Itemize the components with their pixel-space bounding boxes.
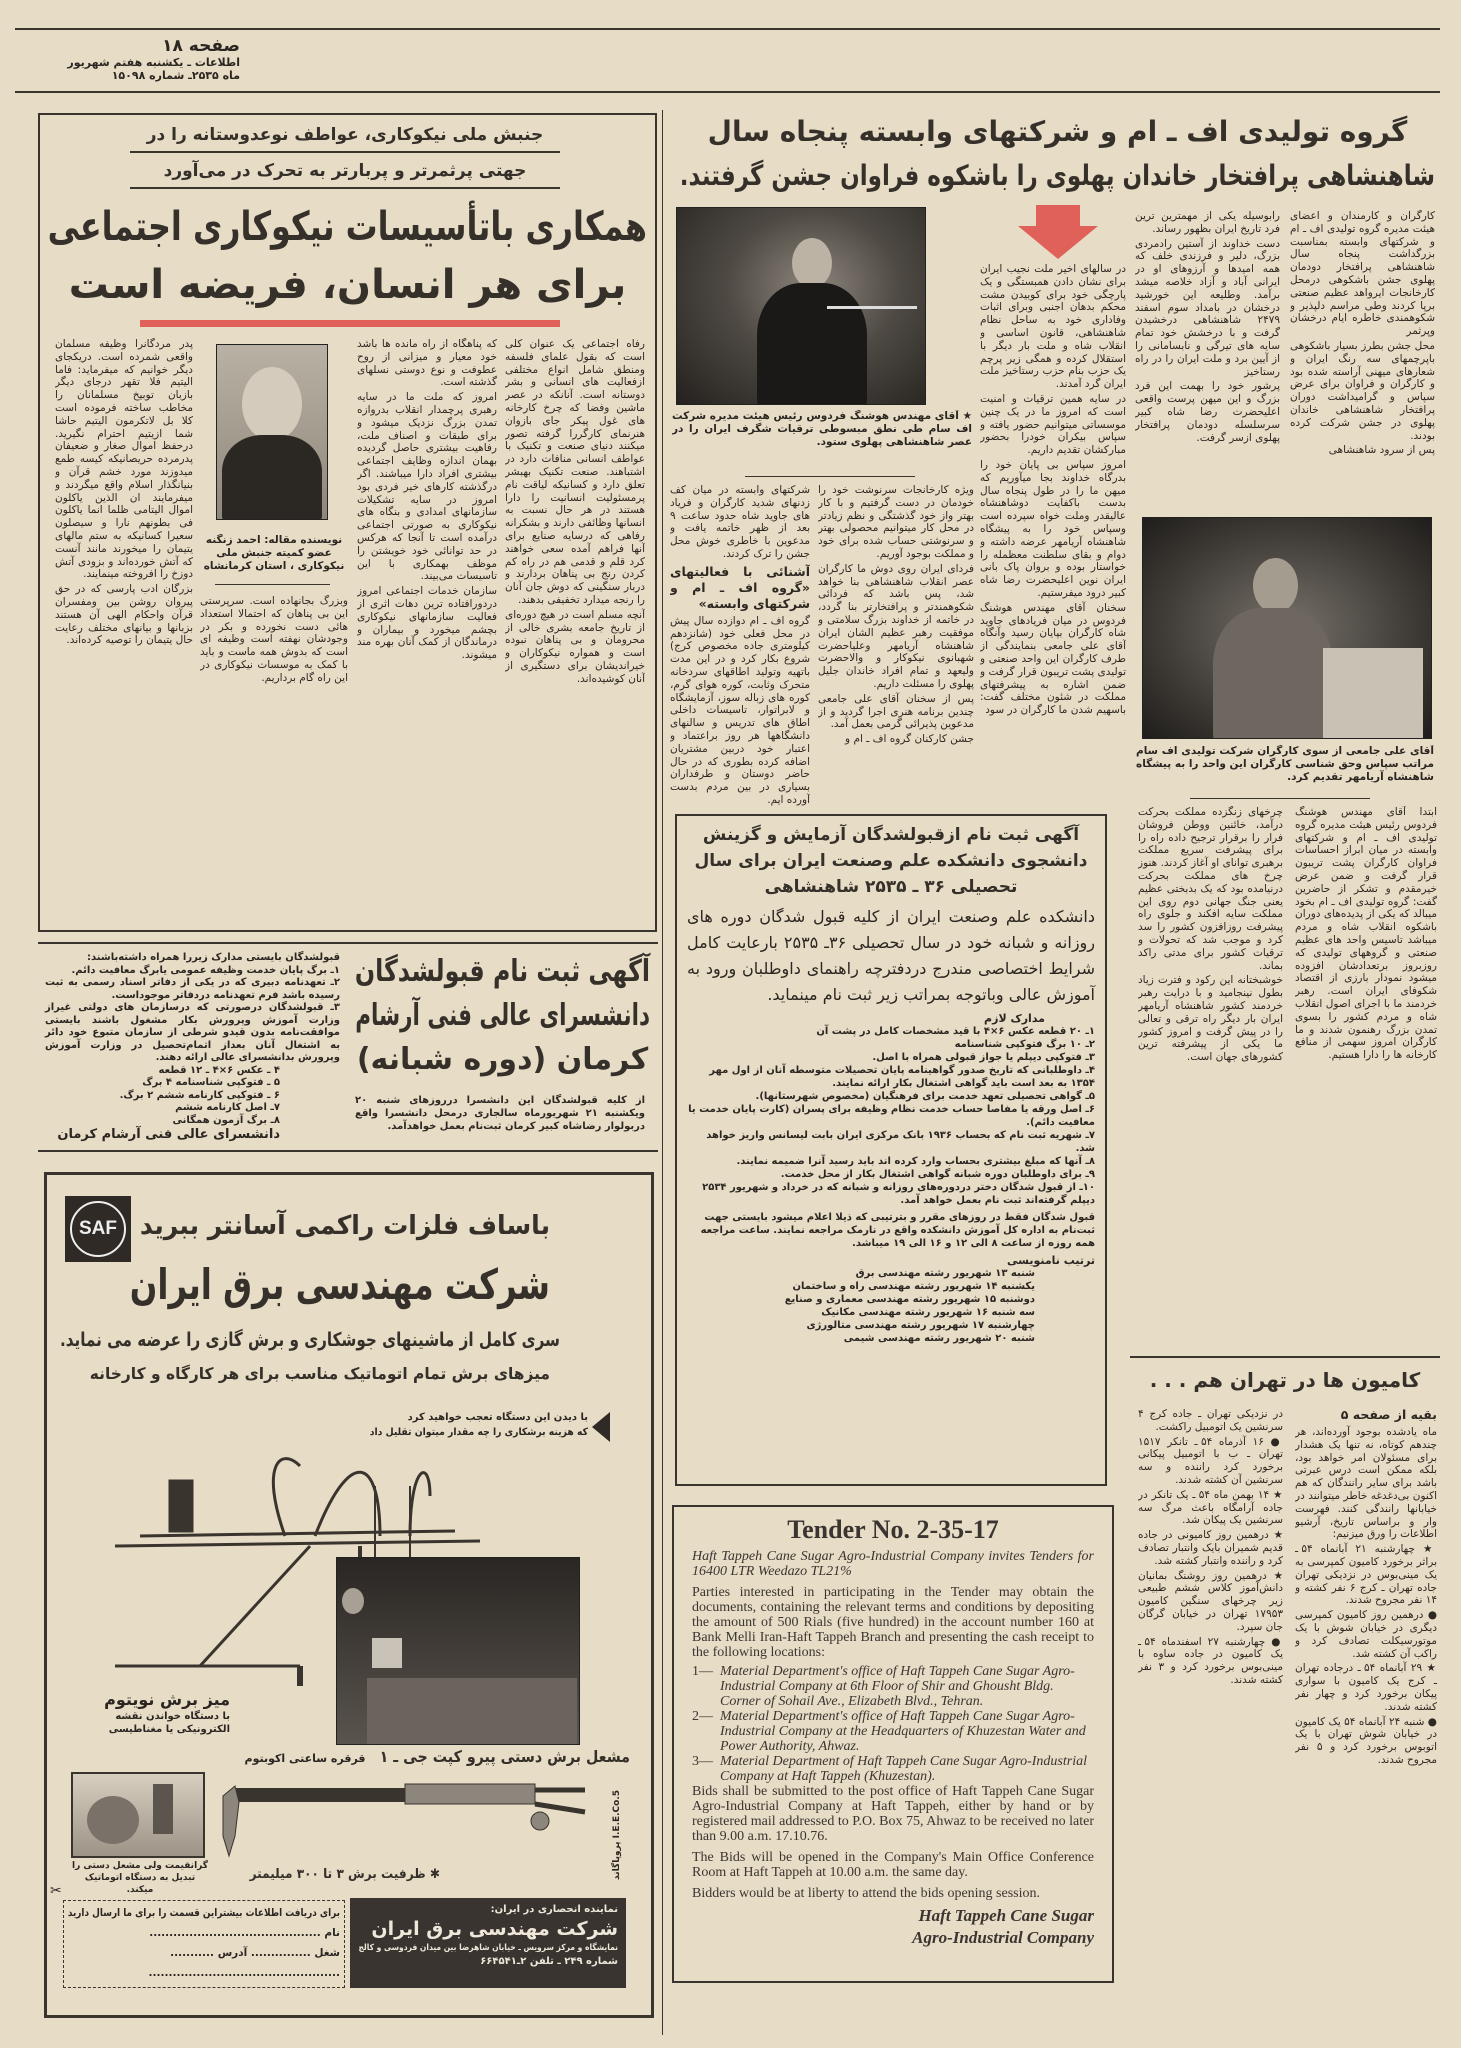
page-info (40, 36, 240, 82)
tender-liberty: Bidders would be at liberty to attend the bids opening session. (692, 1886, 1041, 1901)
fam-headline-line-1: گروه تولیدی اف ـ ام و شرکتهای وابسته پنجاه سال (707, 115, 1408, 148)
fam-column-a: کارگران و کارمندان و اعضای هیئت مدیره گروه تولیدی اف ـ ام و شرکتهای وابسته بمناسبت بزرگداشت پنجاه سال شاهنشاهی پرافتخار دودمان پهلوی جشن باشکوهی درمحل کارخانجات ایرواهد عظیم صنعتی برپا کردند وطی مراسم دلپذیر و شکوهمندی خاطره ایام درخشان وپرثمر محل جشن بطرز بسیار باشکوهی باپرچمهای سه رنگ ایران و شعارهای میهنی آراسته شده بود و کارگران و فراوان برای عرض سپاس و گرامیداشت دوران پرافتخار شاهنشاهی خاندان پهلوی در جشن شرکت کرده بودند. پس از سرود شاهنشاهی (1290, 210, 1435, 457)
social-column-3: وبزرگ بجانهاده است. سرپرستی این بی پناهان که احتمالا استعداد هائی دست نخورده و بکر در وجودشان نهفته است وظیفه ای است که بدوش همه ماست و باید با کمک به موسسات نیکوکاری در این راه گام برداریم. (200, 595, 348, 684)
page-number: صفحه ۱۸ (162, 36, 240, 56)
social-column-2: که پناهگاه از راه مانده ها باشد خود معیار و میزانی از روح عطوفت و نوع دوستی نسلهای گذشته است. امروز که ملت ما در سایه رهبری پرچمدار انقلاب بدروازه تمدن بزرگ نزدیک میشود و برای طبقات و اصناف ملت، رفاهیت بیشتری حاصل گردیده بهمان اندازه وظایف اجتماعی بیشتری افراد دارا میباشند. اگر درگذشته کارهای خیر فردی بود امروز در سایه تشکیلات سازمانهای امدادی و بنگاه های نیکوکاری به صورتی اجتماعی درآمده است تا آنجا که هرکس در حد توانائی خود خویشتن را موظف بهمکاری با این تاسیسات می‌بیند. سازمان خدمات اجتماعی امروز دردورافتاده ترین دهات اثری از فعالیت سازمانهای نیکوکاری بچشم میخورد و بیماران و درماندگان از کمک آنان بهره مند میشوند. (357, 338, 497, 662)
fam-lower-left-column: چرخهای زنگزده مملکت بحرکت درآمد، خائنین ووطن فروشان فرار را برقرار ترجیح داده راه را برای پیشرفت سریع مملکت برهبری توانای او آغاز کردند. هنوز چرخ های مملکت بحرکت درنیامده بود که یک بدبختی عظیم یعنی جنگ جهانی دوم روی این مملکت سایه افکند و جلوی راه پیشرفت روزافزون کشور را سد کرد و موجب شد که تحولات و ترقیات کشور برای مدتی راکد بماند. خوشبختانه این رکود و فترت زیاد بطول نینجامید و با درایت رهبر خردمند کشور شاهنشاه آریامهر ایران بار دیگر راه ترقی و تعالی را در پیش گرفت و امروز کشور ما یکی از پیشرفته ترین کشورهای جهان است. (1138, 806, 1283, 1064)
speaker-photo-caption: ★ آقای مهندس هوشنگ فردوس رئیس هیئت مدیره شرکت اف سام طی نطق مبسوطی ترقیات شگرف ایران را در عصر شاهنشاهی پهلوی ستود. (672, 410, 972, 448)
masthead-rule-bottom (15, 91, 1440, 93)
arrow-left-icon (592, 1412, 610, 1442)
notice-title: آگهی ثبت نام ازقبولشدگان آزمایش و گزینش دانشجوی دانشکده علم وصنعت ایران برای سال تحصیلی ۳۶ ـ ۲۵۳۵ شاهنشاهی (694, 825, 1088, 897)
red-arrow-down-icon (1018, 205, 1098, 259)
continued-label: بقیه از صفحه ۵ (1340, 1407, 1437, 1422)
tender-signature-2: Agro-Industrial Company (912, 1928, 1094, 1947)
kicker-line-1: جنبش ملی نیکوکاری، عواطف نوعدوستانه را در (130, 123, 560, 153)
fam-column-e: شرکتهای وابسته در میان کف زدنهای شدید کارگران و فریاد های جاوید شاه حدود ساعت ۹ بعد از ظهر خاتمه یافت و مدعوین با خاطری خوش محل جشن را ترک کردند. آشنائی با فعالیتهای «گروه اف ـ ام و شرکتهای وابسته» گروه اف ـ ام دوازده سال پیش در محل فعلی خود (شانزدهم کیلومتری جاده مخصوص کرج) شروع بکار کرد و در این مدت باتهیه وتولید اطاقهای سردخانه متحرک وثابت، کوره هوای گرم، کوره های زباله سوز، آزمایشگاه و لابراتوار، تاسیسات داخلی اطاق های تدریس و سالنهای دانشگاهها هر روز براعتماد و اعتبار خود دربین مشتریان اضافه کرده بطوری که در حال حاضر دوستان و طرفداران بسیاری در بین مردم بدست آورده ایم. (670, 484, 810, 806)
trucks-right-column: بقیه از صفحه ۵ ماه یادشده بوجود آورده‌اند، هر چندهم کوتاه، نه تنها یک هشدار برای مسئولان امر خواهد بود، بلکه ممکن است درس عبرتی باشد برای سایر رانندگان که هم اکنون بی‌دغدغه خاطر میتوانند در خیابانها رانندگی کنند. فهرست وار و براساس تاریخ، آرشیو اطلاعات را ورق میزنیم: ★ چهارشنبه ۲۱ آبانماه ۵۴ ـ براثر برخورد کامیون کمپرسی به یک مینی‌بوس در نزدیکی تهران جاده تهران ـ کرج ۶ نفر کشته و ۱۴ نفر مجروح شدند. ● درهمین روز کامیون کمپرسی دیگری در خیابان شوش با یک موتورسیکلت تصادف کرد و راکب آن کشته شد. ★ ۲۹ آبانماه ۵۴ ـ درجاده تهران ـ کرج یک کامیون با سواری پیکان برخورد کرد و چهار نفر کشته شدند. ● شنبه ۲۴ آبانماه ۵۴ یک کامیون در خیابان شوش تهران با یک اتوبوس برخورد کرد و ۵ نفر مجروح شدند. (1295, 1407, 1437, 1766)
saf-arrow-note: با دیدن این دستگاه تعجب خواهید کرد که هزینه برشکاری را چه مقدار میتوان تقلیل داد (369, 1412, 588, 1438)
notice-intro: دانشکده علم وصنعت ایران از کلیه قبول شدگان دوره های روزانه و شبانه خود در سال تحصیلی ۳۶ـ ۲۵۳۵ بارعایت کامل شرایط اختصاصی مندرج دردفترچه راهنمای داوطلبان ورود به آموزش عالی وباتوجه بمراتب زیر ثبت نام مینماید. (687, 907, 1095, 1004)
issue-number: ماه ۲۵۳۵ـ شماره ۱۵۰۹۸ (111, 69, 240, 82)
saf-product-line: سری کامل از ماشینهای جوشکاری و برش گازی را عرضه می نماید. (59, 1329, 561, 1351)
tender-title: Tender No. 2-35-17 (787, 1515, 999, 1544)
cutting-capacity: ✱ ظرفیت برش ۳ تا ۳۰۰ میلیمتر (249, 1867, 440, 1882)
fam-subhead: آشنائی با فعالیتهای «گروه اف ـ ام و شرکتهای وابسته» (670, 563, 810, 611)
author-portrait-photo (216, 344, 328, 520)
coupon-job-address-field[interactable]: شغل ............... آدرس ........... (170, 1947, 340, 1959)
fam-lower-right-column: ابتدا آقای مهندس هوشنگ فردوس رئیس هیئت مدیره گروه تولیدی اف ـ ام و شرکتهای وابسته در میان ابراز احساسات فراوان کارگران پشت تریبون قرار گرفت و ضمن عرض خیرمقدم و تشکر از حاضرین گفت: گروه تولیدی اف ـ ام بخود میبالد که یکی از پدیده‌های دوران باشکوه انقلاب شاه و مردم میباشد تاسیس واحد های عظیم صنعتی و گروههای تولیدی که روزبروز برتعدادشان افزوده میشود نمودار بارزی از اقتصاد شکوفای ایران است. رهبر خردمند ما با اجرای اصول انقلاب شاه و مردم کشور را بسوی تمدن بزرگ رهنمون شدند و ما کارگران امروز سهمی از منافع کارخانه ها را دارا هستیم. (1295, 806, 1437, 1062)
worker-photo-caption: آقای علی جامعی از سوی کارگران شرکت تولیدی اف سام مراتب سپاس وحق شناسی کارگران این واحد را به پیشگاه شاهنشاه آریامهر تقدیم کرد. (1136, 745, 1434, 783)
worker-speech-photo (1142, 517, 1432, 739)
scissors-icon: ✂ (50, 1883, 62, 1899)
torch-title: مشعل برش دستی پیرو کپت جی ـ ۱ (379, 1747, 630, 1766)
trucks-headline: کامیون ها در تهران هم . . . (1149, 1368, 1421, 1392)
elm-sanat-notice (675, 814, 1107, 1486)
fam-column-d: ویژه کارخانجات سرنوشت خود را خودمان در دست گرفتیم و با کار بهتر واز خود گذشتگی و نظم زیادتر در محل کار میتوانیم محصولی بهتر و سرنوشتی حساب شده برای خود و مملکت بوجود آوریم. فردای ایران روی دوش ما کارگران عصر انقلاب شاهنشاهی بنا خواهد شد، پس باشد که فردائی شکوهمندتر و پرافتخارتر بنا گردد، در خاتمه از خداوند بزرگ سلامتی و موفقیت رهبر عظیم الشان ایران شاهنشاه آریامهر وعلیاحضرت شهبانوی نیکوکار و والاحضرت ولیعهد و تمام افراد خاندان جلیل پهلوی را مسئلت داریم. پس از سخنان آقای علی جامعی چندین برنامه هنری اجرا گردید و از مدعوین پذیرائی گرمی بعمل آمد. جشن کارکنان گروه اف ـ ام و (818, 484, 974, 746)
author-caption: نویسنده مقاله: احمد زنگنه عضو کمیته جنبش ملی نیکوکاری ، استان کرمانشاه (203, 534, 345, 572)
social-column-4: پدر مردگانرا وظیفه مسلمان واقعی شمرده است. دریکجای دیگر خوانیم که میفرماید: فاما اليتيم فلا تقهر درجای دیگر بازبان توبیخ مسلمانان را مخاطب ساخته فرموده است كلا بل لاتكرمون اليتيم حاشا شما ازیتیم احترام نگیرید. درحفظ اموال صغار و ضعیفان پدرمرده حریصانیکه کیسه طمع میدوزند مورد خشم قرآن و بنیانگذار اسلام واقع میگردند و میفرمایند ان الذین یاکلون اموال اليتامى ظلما انما یاکلون فی بطونهم نارا و سیصلون سعیرا کسانیکه به ستم مالهای یتیمان را میخورند مانند آنست که آتش خورده‌اند و بزودی آتش دوزخ را افروخته مینمایند. بزرگان ادب پارسی که در حق پیروان روشن بین ومفسران قرآن واحکام الهی آن هستند بزبانها و بیانهای مختلف رعایت حال یتیمان را توصیه کرده‌اند. (55, 338, 193, 647)
info-request-coupon[interactable]: برای دریافت اطلاعات بیشتراین قسمت را برای ما ارسال دارید نام ........................................... شغل ............... آدرس ........... ................................................ (63, 1900, 345, 1988)
column-divider (662, 110, 663, 2035)
reel-title: قرقره ساعتی اکوبتوم (244, 1752, 366, 1765)
reel-description: گرانقیمت ولی مشعل دستی را تبدیل به دستگاه اتوماتیک میکند. (72, 1861, 208, 1895)
fam-headline (680, 110, 1435, 198)
masthead-rule-top (15, 28, 1440, 30)
exclusive-representative-box: نماینده انحصاری در ایران: شرکت مهندسی برق ایران نمایشگاه و مرکز سرویس ـ خیابان شاهرضا بین میدان فردوسی و کالج شماره ۲۴۹ ـ تلفن ۲ـ۶۶۴۵۴۱ (350, 1898, 626, 1988)
tender-body: Parties interested in participating in the Tender may obtain the documents, containing the relevant terms and conditions by depositing the amount of 500 Rials (five hundred) in the account number 160 at Bank Melli Iran-Haft Tappeh Branch and presenting the cash receipt to the following locations: (692, 1585, 1094, 1660)
saf-tables-line: میزهای برش تمام اتوماتیک مناسب برای هر کارگاه و کارخانه (89, 1364, 551, 1383)
trucks-left-column: در نزدیکی تهران ـ جاده کرج ۴ سرنشین یک اتومبیل راکشت. ● ۱۶ آذرماه ۵۴ ـ تانکر ۱۵۱۷ تهران ـ ب با اتومبیل پیکانی برخورد کرد راننده و سه سرنشین آن کشته شدند. ★ ۱۴ بهمن ماه ۵۴ ـ یک تانکر در جاده آرامگاه باعث مرگ سه سرنشین یک پیکان شد. ★ درهمین روز کامیونی در جاده قدیم شمیران بایک وانتبار تصادف کرد و راننده وانتبار کشته شد. ★ درهمین روز روشنگ بمانیان دانش‌آموز کلاس ششم طبیعی زیر چرخهای سنگین کامیون ۱۷۹۵۳ تهران در خیابان گرگان جان سپرد. ● چهارشنبه ۲۷ اسفندماه ۵۴ ـ یک کامیون در جاده ساوه با مینی‌بوس برخورد کرد و ۳ نفر کشته شدند. (1138, 1408, 1283, 1686)
saf-company-name: شرکت مهندسی برق ایران (129, 1260, 551, 1309)
speaker-photo (676, 207, 926, 405)
tender-signature-1: Haft Tappeh Cane Sugar (918, 1906, 1094, 1925)
notice-requirements: مدارک لازم ۱ـ ۲۰ قطعه عکس ۶×۴ با قید مشخصات کامل در پشت آن ۲ـ ۱۰ برگ فتوکپی شناسنامه ۳ـ فتوکپی دیپلم یا جواز قبولی همراه با اصل. ۴ـ داوطلبانی که تاریخ صدور گواهینامه پایان تحصیلات متوسطه آنان از اول مهر ۱۳۵۴ به بعد است باید گواهی اشتغال بکار ارائه نمایند. ۵ـ گواهی تحصیلی تعهد خدمت برای فرهنگیان (مخصوص شهرستانها). ۶ـ اصل ورقه یا مفاصا حساب خدمت نظام وظیفه برای پسران (کارت پایان خدمت یا معافیت دائم). ۷ـ شهریه ثبت نام که بحساب ۱۹۳۶ بانک مرکزی ایران بابت لیسانس واریز خواهد شد. ۸ـ آنها که مبلغ بیشتری بحساب وارد کرده اند باید رسید آنرا ضمیمه نمایند. ۹ـ برای داوطلبان دوره شبانه گواهی اشتغال بکار از محل خدمت. ۱۰ـ از قبول شدگان دختر دردوره‌های روزانه و شبانه که در خرداد و شهریور ۲۵۳۴ دیپلم گرفته‌اند ثبت نام بعمل خواهد آمد. قبول شدگان فقط در روزهای مقرر و بترتیبی که ذیلا اعلام میشود بایستی جهت ثبت‌نام به اداره کل آموزش دانشکده واقع در نارمک مراجعه نمایند. ساعت مراجعه همه روزه از ساعت ۸ الی ۱۲ و ۱۶ الی ۱۹ میباشد. ترتیب نامنویسی شنبه ۱۳ شهریور رشته مهندسی برق یکشنبه ۱۴ شهریور رشته مهندسی راه و ساختمان دوشنبه ۱۵ شهریور رشته مهندسی معماری و صنایع سه شنبه ۱۶ شهریور رشته مهندسی مکانیک چهارشنبه ۱۷ شهریور رشته مهندسی متالورژی شنبه ۲۰ شهریور رشته مهندسی شیمی (688, 1012, 1095, 1344)
saf-slogan: باساف فلزات راکمی آسانتر ببرید (139, 1211, 551, 1241)
tender-opening: The Bids will be opened in the Company's Main Office Conference Room at Haft Tappeh at 10.00 a.m. the same day. (692, 1850, 1094, 1880)
social-column-1: رفاه اجتماعی یک عنوان کلی است که بقول علمای فلسفه ومنطق شامل انواع مختلفی ازفعالیت های انسانی و بشر دوستانه است. آنانکه در عصر ماشین وفضا که چرخ کارخانه های غول پیکر جای بازوان هنرنمای کارگررا گرفته تصور میکنند دنیای صنعت و تکنیک با عواطف انسانی منافات دارد در اشتباهند. صنعت تکنیک بهبشر تعلق دارد و کسانیکه لیاقت نام پرمسئولیت انسانیت را دارا هستند در هر حال نسبت به انسانها وظائفی دارند و بشکرانه رفاهی که درسایه صنایع برای آنها فراهم آمده سعی خواهند کرد قلم و قدمی هم در راه کم کردن رنج بی پناهان بردارند و دربار سنگینی که دوش جان آنان را رنجه میدارد تخفیفی بدهند. آنچه مسلم است در هیچ دوره‌ای از تاریخ جامعه بشری خالی از محرومان و بی پناهان نبوده است و همواره نیکوکاران و خیراندیشان برای دستگیری از آنان کوشیده‌اند. (505, 338, 645, 685)
tender-intro: Haft Tappeh Cane Sugar Agro-Industrial Company invites Tenders for 16400 LTR Weedazo TL21% (692, 1549, 1094, 1579)
kerman-body: از کلیه قبولشدگان این دانشسرا درروزهای شنبه ۲۰ ویکشنبه ۲۱ شهریورماه سالجاری درمحل دانشسرا واقع دربولوار رضاشاه کبیر کرمان ثبت‌نام بعمل خواهدآمد. (355, 1095, 645, 1132)
fam-headline-line-2: شاهنشاهی پرافتخار خاندان پهلوی را باشکوه فراوان جشن گرفتند. (679, 159, 1435, 192)
headline-line-1: همکاری باتأسیسات نیکوکاری اجتماعی (47, 204, 647, 250)
saf-logo: SAF (65, 1196, 131, 1262)
tender-locations: 1— Material Department's office of Haft Tappeh Cane Sugar Agro-Industrial Company at 6th Floor of Shir and Ghousht Bldg. Corner of Sohail Ave., Elizabeth Blvd., Tehran. 2— Material Department's office of Haft Tappeh Cane Sugar Agro-Industrial Company at the Headquarters of Khuzestan Water and Power Authority, Ahwaz. 3— Material Department of Haft Tappeh Cane Sugar Agro-Industrial Company at Haft Tappeh (Khuzestan). (692, 1664, 1087, 1784)
kerman-title: آگهی ثبت نام قبولشدگان دانشسرای عالی فنی آرشام کرمان (دوره شبانه) (354, 954, 650, 1077)
cutting-machine-photo (336, 1557, 580, 1745)
kicker-line-2: جهتی پرثمرتر و پربارتر به تحرک در می‌آورد (130, 159, 560, 189)
fam-column-c: در سالهای اخیر ملت نجیب ایران برای نشان دادن همبستگی و یک پارچگی خود برای کوبیدن مشت محکم بدهان اجنبی وبرای اثبات وفاداری خود به ساحل نظام شاهنشاهی، قانون اساسی و انقلاب شاه و ملت بار دیگر با استقلال کرده و همگی زیر پرچم یک حزب بنام حزب رستاخیز ملت ایران گرد آمدند. در سایه همین ترقیات و امنیت است که امروز ما در یک چنین موسساتی میتوانیم حضور یافته و سپاس بیکران خودرا بحضور مبارکشان تقدیم داریم. امروز سپاس بی پایان خود را بدرگاه خداوند بجا میآوریم که میهن ما را در طول پنجاه سال بدست باکفایت دوشاهنشاه عالیقدر وملت خواه سپرده است وسپاس خود را به پیشگاه شاهنشاه آریامهر عرضه داشته و دوام و بقای سلطنت معظمله را خواستار بوده و بروان پاک بانی ایران نوین اعلیحضرت رضا شاه کبیر درود میفرستیم. سخنان آقای مهندس هوشنگ فردوس در میان فریادهای جاوید شاه کارگران بپایان رسید وآنگاه آقای علی جامعی بنمایندگی از طرف کارگران این واحد صنعتی و تولیدی پشت تریبون قرار گرفت و ضمن اشاره به پیشرفتهای مملکت در شئون مختلف گفت: باسهیم شدن ما کارگران در سود (980, 263, 1126, 717)
coupon-name-field[interactable]: نام ........................................... (149, 1927, 340, 1939)
red-underline (140, 320, 560, 327)
headline-line-2: برای هر انسان، فریضه است (68, 262, 627, 308)
reel-photo (71, 1772, 205, 1858)
table-caption: میز برش نویتوم با دستگاه خواندن نقشه الکترونیکی یا مغناطیسی (104, 1690, 230, 1735)
tender-bids: Bids shall be submitted to the post office of Haft Tappeh Cane Sugar Agro-Industrial Company at Haft Tappeh, either by hand or by registered mail addressed to P.O. Box 75, Ahwaz to be received no later than 9.00 a.m. 17.10.76. (692, 1784, 1094, 1844)
fam-column-b: رابوسیله یکی از مهمترین ترین فرد تاریخ ایران بظهور رساند. دست خداوند از آستین رادمردی بزرگ، دلیر و فرزندی خلف که همه امیدها و آرزوهای او در ایرانی آباد و آزاد خلاصه میشد برآمد. وطلیعه این خورشید درخشان در بامداد سوم اسفند ۲۴۷۹ شاهنشاهی درخشیدن گرفت و با درخشش خود تمام سایه های تیرگی و نابسامانی را از آیین برد و ملت ایران را در راه رستاخیز پرشور خود را بهمت این فرد بزرگ و این میهن پرست واقعی اعلیحضرت رضا شاه کبیر سرسلسله دودمان پرافتخار پهلوی ازسر گرفت. (1135, 210, 1280, 444)
paper-date: اطلاعات ـ یکشنبه هفتم شهریور (67, 56, 240, 69)
kerman-requirements: قبولشدگان بایستی مدارک زیررا همراه داشته‌باشند: ۱ـ برگ پایان خدمت وظیفه عمومی یابرگ معافیت دائم. ۲ـ تعهدنامه دبیری که در یکی از دفاتر اسناد رسمی به ثبت رسیده باشد فرم تعهدنامه دردفاتر موجوداست. ۳ـ قبولشدگان درصورتی که درسازمان های دولتی غیراز وزارت آموزش وپرورش بکار مشغول باشند بایستی موافقت‌نامه بدون قیدو شرطی از سازمان متبوع خود دائر به اشتغال آنان بعداز اتمام‌تحصیل در وزارت آموزش وپرورش بدانشسرای عالی ارائه دهند. ۴ ـ عکس ۶×۴ ـ ۱۲ قطعه ۵ ـ فتوکپی شناسنامه ۴ برگ ۶ ـ فتوکپی کارنامه ششم ۲ برگ. ۷ـ اصل کارنامه ششم ۸ـ برگ آزمون همگانی دانشسرای عالی فنی آرشام کرمان (45, 952, 340, 1142)
tender-notice (672, 1505, 1114, 1983)
cutting-torch-drawing (215, 1776, 595, 1861)
agency-credit: I.E.E.Co.5 پروپاگاند (612, 1789, 622, 1880)
